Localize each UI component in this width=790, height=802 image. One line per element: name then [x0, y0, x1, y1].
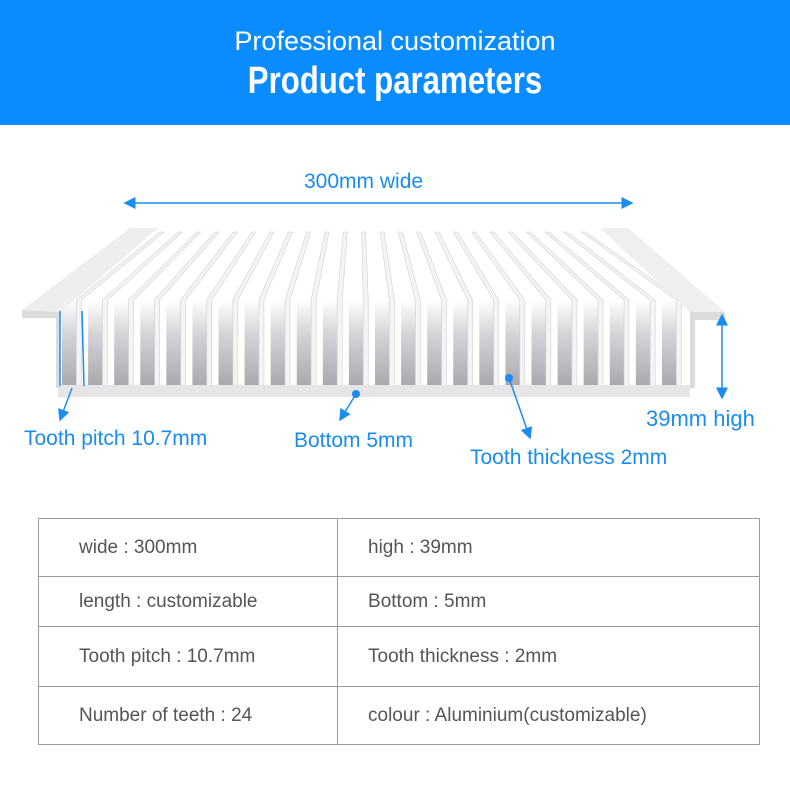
fin: [129, 232, 201, 386]
fin-gap: [166, 300, 180, 386]
spec-cell: Tooth thickness : 2mm: [338, 627, 760, 687]
fin-gap: [558, 300, 572, 386]
fin-gap: [62, 300, 76, 386]
table-row: [39, 519, 760, 577]
fin-gap: [584, 300, 598, 386]
fin-gap: [479, 300, 493, 386]
left-flange: [22, 310, 60, 388]
fin-gap: [140, 300, 154, 386]
fin-gap: [323, 300, 337, 386]
fin-gap: [610, 300, 624, 386]
table-row: [39, 577, 760, 627]
width-label: 300mm wide: [304, 170, 424, 193]
fin-gap: [427, 300, 441, 386]
fin-gap: [349, 300, 363, 386]
fin-gap: [192, 300, 206, 386]
fin-gap: [88, 300, 102, 386]
spec-cell: high : 39mm: [338, 519, 760, 577]
bottom-label: Bottom 5mm: [294, 429, 414, 452]
thickness-label: Tooth thickness 2mm: [470, 446, 668, 469]
fin-gap: [532, 300, 546, 386]
spec-table: [38, 518, 760, 745]
fin-gap: [453, 300, 467, 386]
pitch-label: Tooth pitch 10.7mm: [24, 427, 208, 450]
fin-gap: [662, 300, 676, 386]
fin-gap: [271, 300, 285, 386]
table-row: [39, 687, 760, 745]
spec-cell: wide : 300mm: [39, 519, 338, 577]
fin-gap: [245, 300, 259, 386]
fin-gap: [401, 300, 415, 386]
fin-gap: [219, 300, 233, 386]
spec-cell: colour : Aluminium(customizable): [338, 687, 760, 745]
right-flange: [690, 312, 725, 388]
spec-cell: Number of teeth : 24: [39, 687, 338, 745]
heatsink-base: [58, 385, 690, 397]
heatsink-fins: [62, 232, 681, 386]
bottom-arrow: [340, 394, 356, 420]
height-label: 39mm high: [646, 406, 755, 431]
fin-gap: [114, 300, 128, 386]
spec-cell: Bottom : 5mm: [338, 577, 760, 627]
table-row: [39, 627, 760, 687]
header-subtitle: Professional customization: [234, 26, 556, 56]
spec-cell: Tooth pitch : 10.7mm: [39, 627, 338, 687]
fin-gap: [297, 300, 311, 386]
fin: [337, 232, 347, 386]
fin-gap: [375, 300, 389, 386]
spec-cell: length : customizable: [39, 577, 338, 627]
header-title: Product parameters: [247, 60, 543, 102]
fin-gap: [505, 300, 519, 386]
fin-gap: [636, 300, 650, 386]
